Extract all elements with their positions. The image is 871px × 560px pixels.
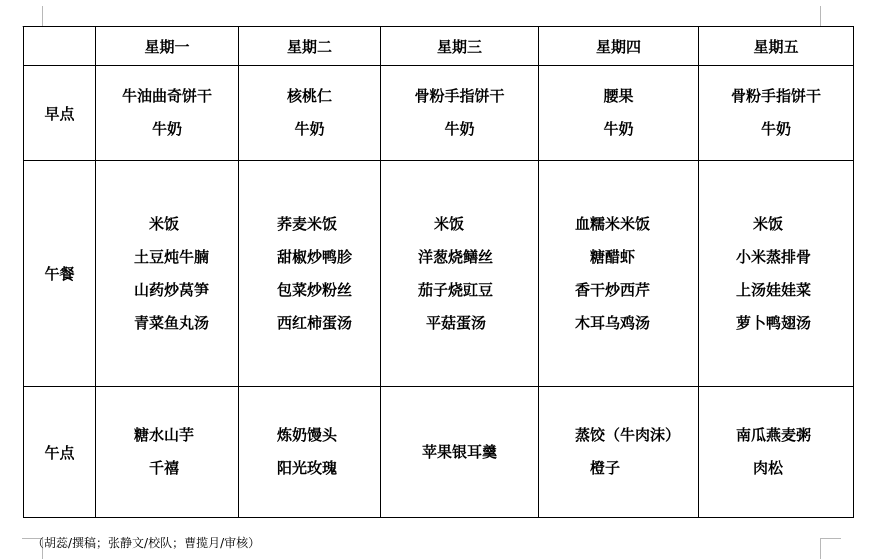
menu-item: 萝卜鸭翅汤 — [736, 313, 812, 332]
menu-item: 土豆炖牛腩 — [134, 247, 210, 266]
menu-item: 牛奶 — [603, 120, 634, 138]
menu-item: 上汤娃娃菜 — [736, 280, 812, 299]
menu-cell — [539, 161, 699, 387]
menu-cell — [699, 66, 854, 161]
menu-cell — [381, 387, 539, 518]
menu-cell — [539, 387, 699, 518]
menu-item: 千禧 — [149, 459, 180, 477]
menu-item: 米饭 — [434, 214, 465, 233]
menu-cell — [96, 387, 239, 518]
day-header: 星期三 — [381, 27, 539, 66]
menu-item: 血糯米米饭 — [575, 214, 651, 233]
menu-item: 香干炒西芹 — [575, 280, 651, 299]
menu-item: 山药炒莴笋 — [134, 280, 210, 299]
menu-item: 小米蒸排骨 — [736, 247, 812, 266]
menu-item: 西红柿蛋汤 — [277, 313, 353, 332]
menu-item: 腰果 — [603, 87, 634, 105]
menu-item: 蒸饺（牛肉沫） — [575, 426, 681, 444]
row-label: 早点 — [24, 66, 96, 161]
menu-cell — [381, 66, 539, 161]
menu-item: 苹果银耳羹 — [421, 442, 497, 461]
header-row — [24, 27, 854, 66]
corner-cell — [24, 27, 96, 66]
menu-item: 牛油曲奇饼干 — [121, 87, 212, 105]
menu-item: 青菜鱼丸汤 — [134, 313, 210, 332]
weekly-menu-table — [23, 26, 854, 518]
menu-cell — [539, 66, 699, 161]
menu-item: 洋葱烧鳝丝 — [418, 247, 494, 266]
day-header: 星期二 — [239, 27, 381, 66]
crop-mark-bottom-right — [820, 538, 841, 559]
menu-item: 骨粉手指饼干 — [414, 87, 505, 105]
menu-item: 牛奶 — [444, 120, 475, 138]
menu-item: 阳光玫瑰 — [277, 459, 338, 477]
menu-cell — [239, 161, 381, 387]
menu-item: 米饭 — [753, 214, 784, 233]
row-label: 午餐 — [24, 161, 96, 387]
menu-item: 核桃仁 — [286, 87, 332, 105]
day-header: 星期四 — [539, 27, 699, 66]
menu-cell — [96, 161, 239, 387]
crop-mark-top-left — [22, 6, 43, 27]
menu-item: 牛奶 — [151, 120, 182, 138]
menu-cell — [699, 161, 854, 387]
menu-cell — [381, 161, 539, 387]
menu-item: 骨粉手指饼干 — [730, 87, 821, 105]
menu-cell — [96, 66, 239, 161]
row-label: 午点 — [24, 387, 96, 518]
menu-item: 橙子 — [590, 459, 621, 477]
breakfast-row — [24, 66, 854, 161]
menu-item: 牛奶 — [760, 120, 791, 138]
menu-item: 糖水山芋 — [134, 426, 195, 444]
menu-item: 甜椒炒鸭胗 — [277, 247, 353, 266]
menu-item: 木耳乌鸡汤 — [575, 313, 651, 332]
lunch-row — [24, 161, 854, 387]
crop-mark-top-right — [820, 6, 841, 27]
menu-item: 糖醋虾 — [590, 247, 636, 266]
day-header: 星期一 — [96, 27, 239, 66]
menu-cell — [699, 387, 854, 518]
menu-item: 炼奶馒头 — [277, 426, 338, 444]
menu-item: 肉松 — [753, 459, 784, 477]
day-header: 星期五 — [699, 27, 854, 66]
credits-footer: （胡蕊/撰稿；张静文/校队；曹揽月/审核） — [32, 536, 261, 550]
menu-item: 平菇蛋汤 — [426, 313, 487, 332]
menu-item: 茄子烧豇豆 — [418, 280, 494, 299]
menu-item: 米饭 — [149, 214, 180, 233]
menu-cell — [239, 66, 381, 161]
afternoon-snack-row — [24, 387, 854, 518]
menu-item: 包菜炒粉丝 — [277, 280, 353, 299]
menu-item: 牛奶 — [294, 120, 325, 138]
menu-item: 南瓜燕麦粥 — [736, 426, 812, 444]
menu-item: 荞麦米饭 — [277, 214, 338, 233]
menu-cell — [239, 387, 381, 518]
